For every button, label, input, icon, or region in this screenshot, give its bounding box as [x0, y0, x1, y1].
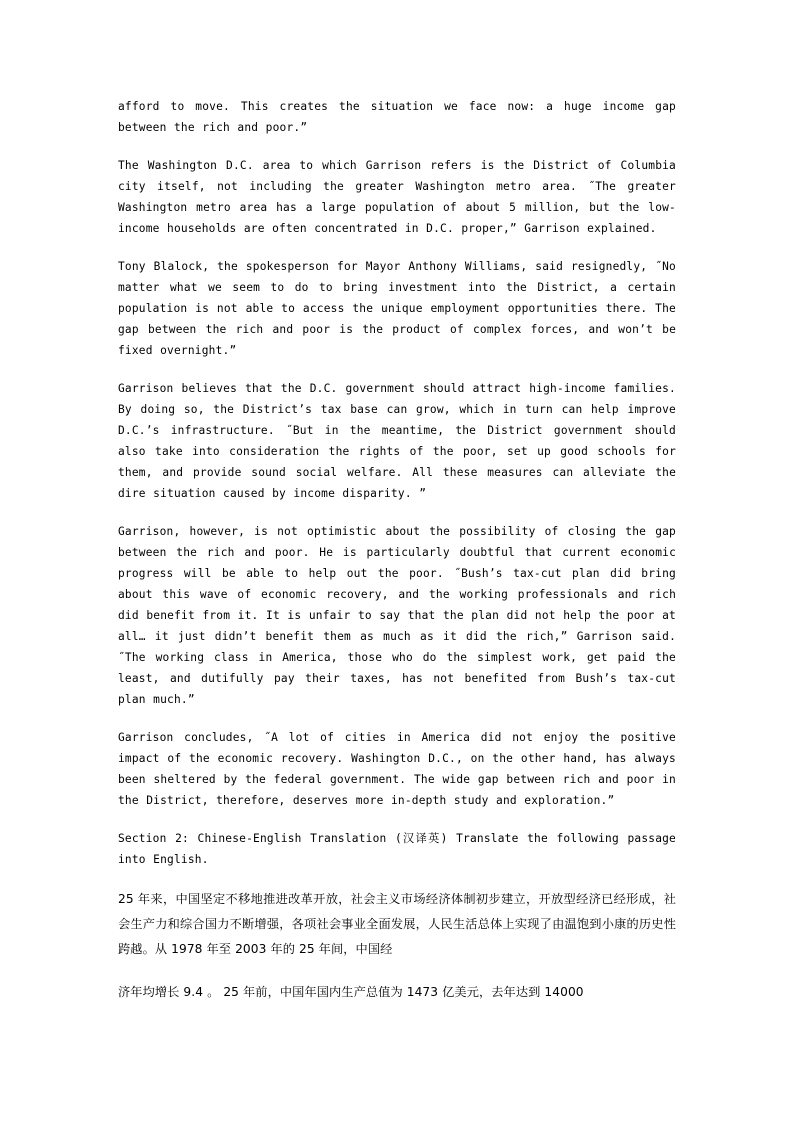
paragraph: Garrison believes that the D.C. government should attract high-income families. By doing so, the Districtʼs tax base can grow, which in turn can help improve D.C.ʼs infrastructure. ˝But in the meantime, the District government should also take into consideration the rights of the poor, set up good schools for them, and provide sound social welfare. All these measures can alleviate the dire situation caused by income disparity. ˮ: [118, 382, 676, 500]
paragraph: Garrison, however, is not optimistic about the possibility of closing the gap between the rich and poor. He is particularly doubtful that current economic progress will be able to help out the poor. ˝Bushʼs tax-cut plan did bring about this wave of economic recovery, and the working professionals and rich did benefit from it. It is unfair to say that the plan did not help the poor at all… it just didnʼt benefit them as much as it did the rich,ˮ Garrison said. ˝The working class in America, those who do the simplest work, get paid the least, and dutifully pay their taxes, has not benefited from Bushʼs tax-cut plan much.ˮ: [118, 525, 676, 706]
section-heading: Section 2: Chinese-English Translation (汉译英) Translate the following passage into English.: [118, 832, 676, 866]
paragraph: Garrison concludes, ˝A lot of cities in America did not enjoy the positive impact of the economic recovery. Washington D.C., on the other hand, has always been sheltered by the federal government. The wide gap between rich and poor in the District, therefore, deserves more in-depth study and exploration.ˮ: [118, 731, 676, 807]
paragraph: The Washington D.C. area to which Garrison refers is the District of Columbia city itself, not including the greater Washington metro area. ˝The greater Washington metro area has a large population of about 5 million, but the low-income households are often concentrated in D.C. proper,ˮ Garrison explained.: [118, 159, 676, 235]
paragraph-cjk: 济年均增长 9.4 。 25 年前，中国年国内生产总值为 1473 亿美元，去年达到 14000: [118, 985, 584, 999]
paragraph-cjk: 25 年来，中国坚定不移地推进改革开放，社会主义市场经济体制初步建立，开放型经济已经形成，社会生产力和综合国力不断增强，各项社会事业全面发展，人民生活总体上实现了由温饱到小康的历史性跨越。从 1978 年至 2003 年的 25 年间，中国经: [118, 892, 676, 956]
document-body: [118, 96, 676, 1005]
paragraph: Tony Blalock, the spokesperson for Mayor Anthony Williams, said resignedly, ˝No matter what we seem to do to bring investment into the District, a certain population is not able to access the unique employment opportunities there. The gap between the rich and poor is the product of complex forces, and wonʼt be fixed overnight.ˮ: [118, 260, 676, 357]
paragraph: afford to move. This creates the situation we face now: a huge income gap between the rich and poor.ˮ: [118, 100, 676, 134]
